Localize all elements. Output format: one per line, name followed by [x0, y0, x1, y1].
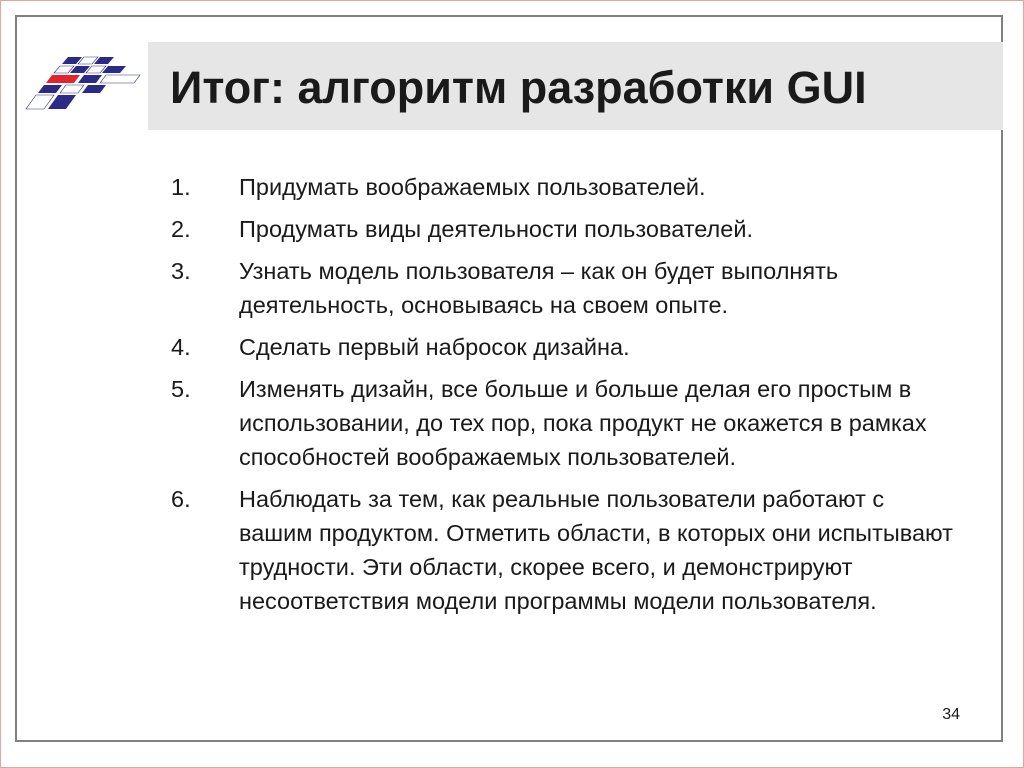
item-number: 4. [171, 334, 191, 360]
item-number: 5. [171, 376, 191, 402]
item-text: Наблюдать за тем, как реальные пользователи работают с вашим продуктом. Отметить области, в которых они испытывают трудности. Эти области, скорее всего, и демонстрируют несоответствия модели программы модели пользователя. [239, 486, 953, 614]
slide-title: Итог: алгоритм разработки GUI [170, 62, 867, 113]
item-text: Придумать воображаемых пользователей. [239, 174, 706, 200]
list-item [165, 330, 955, 364]
checkered-flag-logo-icon [22, 55, 142, 117]
item-text: Узнать модель пользователя – как он будет выполнять деятельность, основываясь на своем опыте. [239, 258, 839, 318]
steps-list [165, 170, 955, 626]
item-number: 1. [171, 174, 191, 200]
list-item [165, 170, 955, 204]
list-item [165, 254, 955, 322]
list-item [165, 482, 955, 618]
list-item [165, 212, 955, 246]
page-number: 34 [942, 706, 960, 723]
item-text: Сделать первый набросок дизайна. [239, 334, 630, 360]
item-number: 3. [171, 258, 191, 284]
item-text: Изменять дизайн, все больше и больше делая его простым в использовании, до тех пор, пока продукт не окажется в рамках способностей воображаемых пользователей. [239, 376, 927, 470]
item-number: 2. [171, 216, 191, 242]
item-number: 6. [171, 486, 191, 512]
list-item [165, 372, 955, 474]
item-text: Продумать виды деятельности пользователей. [239, 216, 753, 242]
